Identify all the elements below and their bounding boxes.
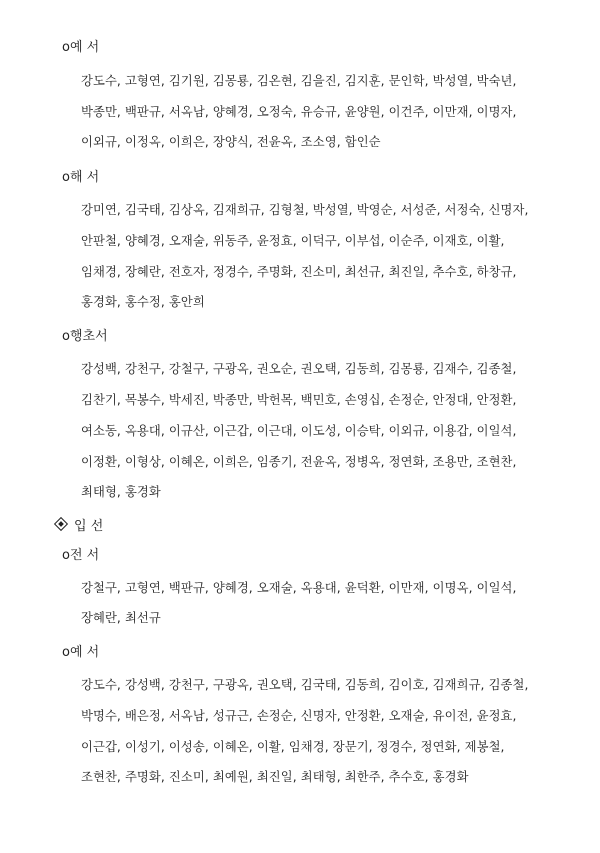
main-heading-label: 입 선: [74, 519, 104, 534]
name-line: 박명수, 배은정, 서옥남, 성규근, 손정순, 신명자, 안정환, 오재술, 유이전, 윤정효,: [81, 709, 517, 723]
diamond-bullet-icon: [54, 517, 68, 531]
name-line: 여소동, 옥용대, 이규산, 이근갑, 이근대, 이도성, 이승탁, 이외규, 이용갑, 이일석,: [81, 424, 517, 438]
name-line: 강성백, 강천구, 강철구, 구광옥, 권오순, 권오택, 김동희, 김몽룡, 김재수, 김종철,: [81, 362, 517, 376]
heading-ipseon: [54, 519, 103, 535]
name-line: 강도수, 고형연, 김기원, 김몽룡, 김온현, 김을진, 김지훈, 문인학, 박성열, 박숙년,: [81, 74, 517, 88]
name-line: 임채경, 장혜란, 전호자, 정경수, 주명화, 진소미, 최선규, 최진일, 추수호, 하창규,: [81, 265, 517, 279]
name-line: 박종만, 백판규, 서옥남, 양혜경, 오정숙, 유승규, 윤양원, 이건주, 이만재, 이명자,: [81, 105, 517, 119]
heading-yeseo: o예 서: [62, 40, 100, 55]
name-line: 강미연, 김국태, 김상옥, 김재희규, 김형철, 박성열, 박영순, 서성준, 서정숙, 신명자,: [81, 203, 529, 217]
heading-jeonseo: o전 서: [62, 548, 100, 563]
name-line: 강도수, 강성백, 강천구, 구광옥, 권오택, 김국태, 김동희, 김이호, 김재희규, 김종철,: [81, 678, 529, 692]
name-line: 최태형, 홍경화: [81, 485, 161, 499]
name-line: 홍경화, 홍수정, 홍안희: [81, 295, 205, 309]
heading-haengchoseo: o행초서: [62, 329, 108, 344]
name-line: 이정환, 이형상, 이혜온, 이희은, 임종기, 전윤옥, 정병옥, 정연화, 조용만, 조현찬,: [81, 455, 517, 469]
heading-yeseo-ipseon: o예 서: [62, 645, 100, 660]
name-line: 장혜란, 최선규: [81, 611, 161, 625]
name-line: 김찬기, 목봉수, 박세진, 박종만, 박헌목, 백민호, 손영십, 손정순, 안정대, 안정환,: [81, 393, 517, 407]
name-line: 이외규, 이정옥, 이희은, 장양식, 전윤옥, 조소영, 함인순: [81, 135, 381, 149]
name-line: 강철구, 고형연, 백판규, 양혜경, 오재술, 옥용대, 윤덕환, 이만재, 이명옥, 이일석,: [81, 581, 517, 595]
name-line: 조현찬, 주명화, 진소미, 최예원, 최진일, 최태형, 최한주, 추수호, 홍경화: [81, 770, 469, 784]
name-line: 안판철, 양혜경, 오재술, 위동주, 윤정효, 이덕구, 이부섭, 이순주, 이재호, 이활,: [81, 234, 505, 248]
heading-haeseo: o해 서: [62, 170, 100, 185]
name-line: 이근갑, 이성기, 이성송, 이혜온, 이활, 임채경, 장문기, 정경수, 정연화, 제봉철,: [81, 740, 505, 754]
